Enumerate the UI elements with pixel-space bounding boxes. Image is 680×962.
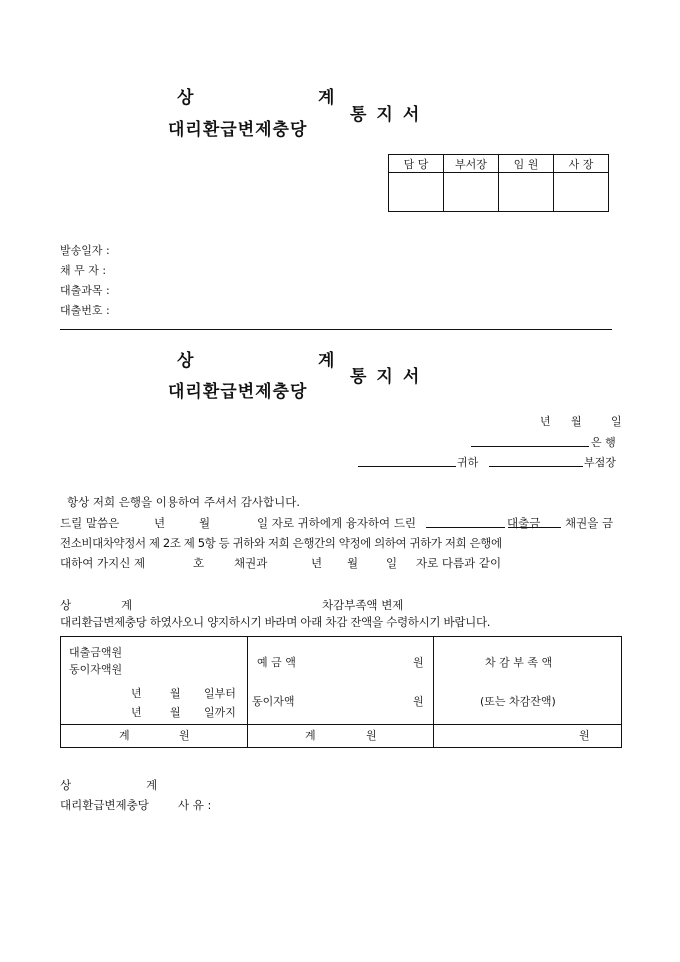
title2-sang: 상 — [177, 351, 195, 371]
title1-main: 대리환급변제충당 — [168, 120, 308, 140]
body-line3-ho: 호 — [193, 556, 205, 570]
separator-line — [60, 329, 612, 330]
title2-gye: 계 — [318, 351, 336, 371]
addressee-bank: 은 행 — [591, 436, 616, 449]
body-line3-c: 자로 다름과 같이 — [416, 556, 502, 570]
body-line2: 전소비대차약정서 제 2조 제 5항 등 귀하와 저희 은행간의 약정에 의하여 귀하가 저희 은행에 — [60, 536, 502, 550]
table-total1-label: 계 — [119, 729, 130, 742]
date-day: 일 — [611, 415, 622, 428]
title1-sang: 상 — [177, 88, 195, 108]
field-loan-subject: 대출과목 : — [60, 284, 110, 297]
date-month: 월 — [571, 415, 582, 428]
table-total1-won: 원 — [179, 729, 190, 742]
table-to-year: 년 — [131, 706, 142, 719]
field-debtor: 채 무 자 : — [60, 264, 107, 277]
body-line1-month: 월 — [199, 516, 211, 530]
table-interest2: 동이자액 — [252, 695, 295, 708]
table-interest: 동이자액원 — [69, 663, 123, 676]
date-year: 년 — [540, 415, 551, 428]
table-to-month: 월 — [170, 706, 181, 719]
greeting-text: 항상 저희 은행을 이용하여 주셔서 감사합니다. — [67, 495, 301, 509]
approval-header-dept-head: 부서장 — [444, 155, 499, 173]
loan-amount-blank[interactable] — [426, 527, 505, 528]
table-total2-won: 원 — [366, 729, 377, 742]
body-line1-a: 드릴 말씀은 — [60, 516, 120, 530]
table-from-year: 년 — [131, 687, 142, 700]
addressee-branch: 부점장 — [584, 456, 616, 469]
offset-gye: 계 — [121, 598, 133, 612]
table-deposit-won: 원 — [413, 656, 424, 669]
title1-notice: 통지서 — [350, 105, 430, 125]
table-from-month: 월 — [170, 687, 181, 700]
body-line1-d: 채권을 금 — [565, 516, 614, 530]
offset-sang: 상 — [60, 598, 72, 612]
field-loan-number: 대출번호 : — [60, 304, 110, 317]
table-from-suffix: 일부터 — [204, 687, 236, 700]
table-total3-won: 원 — [579, 729, 590, 742]
body-line1-c: 대출금 — [507, 516, 541, 530]
title1-gye: 계 — [318, 88, 336, 108]
body-line3-year: 년 — [311, 556, 323, 570]
body-line3-day: 일 — [386, 556, 398, 570]
approval-header-manager: 담 당 — [389, 155, 444, 173]
table-to-suffix: 일까지 — [204, 706, 236, 719]
approval-sign-dept-head[interactable] — [444, 173, 499, 212]
title2-notice: 통지서 — [350, 367, 430, 387]
approval-sign-president[interactable] — [554, 173, 609, 212]
reason-main: 대리환급변제충당 — [60, 798, 149, 812]
amount-table — [60, 636, 622, 748]
branch-name-blank[interactable] — [489, 466, 583, 467]
body-line1-b: 일 자로 귀하에게 융자하여 드린 — [257, 516, 417, 530]
addressee-gwiha: 귀하 — [457, 456, 479, 469]
offset-sentence: 대리환급변제충당 하였사오니 양지하시기 바라며 아래 차감 잔액을 수령하시기 바랍니다. — [60, 615, 491, 629]
approval-sign-executive[interactable] — [499, 173, 554, 212]
loan-label-underline — [508, 527, 561, 528]
bank-name-blank[interactable] — [471, 446, 589, 447]
reason-gye: 계 — [146, 778, 158, 792]
field-send-date: 발송일자 : — [60, 244, 110, 257]
body-line1-year: 년 — [154, 516, 166, 530]
approval-header-executive: 임 원 — [499, 155, 554, 173]
approval-table — [388, 154, 609, 212]
recipient-name-blank[interactable] — [358, 466, 456, 467]
body-line3-a: 대하여 가지신 제 — [60, 556, 146, 570]
table-interest2-won: 원 — [413, 695, 424, 708]
approval-sign-manager[interactable] — [389, 173, 444, 212]
body-line3-month: 월 — [347, 556, 359, 570]
approval-header-president: 사 장 — [554, 155, 609, 173]
reason-label: 사 유 : — [178, 798, 212, 812]
table-balance-note: (또는 차감잔액) — [480, 695, 556, 708]
reason-sang: 상 — [60, 778, 72, 792]
table-shortfall-header: 차 감 부 족 액 — [485, 656, 553, 669]
table-loan-principal: 대출금액원 — [69, 646, 123, 659]
table-deposit: 예 금 액 — [257, 656, 296, 669]
body-line3-b: 채권과 — [234, 556, 268, 570]
title2-main: 대리환급변제충당 — [168, 382, 308, 402]
offset-shortfall: 차감부족액 변제 — [322, 598, 404, 612]
table-total2-label: 계 — [305, 729, 316, 742]
